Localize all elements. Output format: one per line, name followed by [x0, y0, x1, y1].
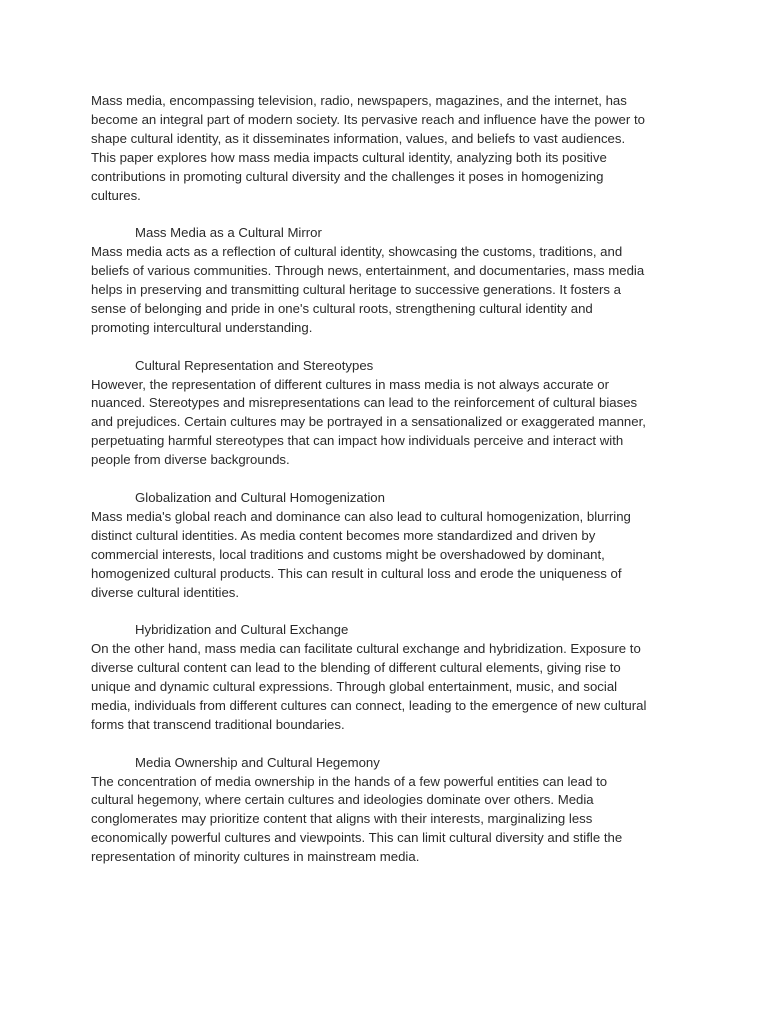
intro-line: become an integral part of modern society. Its pervasive reach and influence have the power to — [91, 111, 645, 127]
paragraph-line: unique and dynamic cultural expressions. Through global entertainment, music, and social — [91, 679, 618, 695]
section-cultural-mirror — [91, 224, 681, 337]
intro-line: Mass media, encompassing television, radio, newspapers, magazines, and the internet, has — [91, 93, 627, 108]
section-globalization-homogenization — [91, 489, 681, 602]
paragraph-line: distinct cultural identities. As media content becomes more standardized and driven by — [91, 527, 596, 543]
intro-line: This paper explores how mass media impacts cultural identity, analyzing both its positive — [91, 149, 607, 165]
paragraph-line: diverse cultural content can lead to the blending of different cultural elements, giving rise to — [91, 660, 621, 676]
intro-line: cultures. — [91, 187, 141, 203]
document-body — [91, 92, 681, 886]
section-hybridization-exchange — [91, 621, 681, 734]
paragraph-line: and prejudices. Certain cultures may be portrayed in a sensationalized or exaggerated manner, — [91, 414, 646, 430]
intro-line: contributions in promoting cultural diversity and the challenges it poses in homogenizing — [91, 168, 604, 184]
paragraph-line: Mass media's global reach and dominance can also lead to cultural homogenization, blurring — [91, 508, 631, 524]
section-heading: Globalization and Cultural Homogenization — [135, 489, 385, 505]
paragraph-line: beliefs of various communities. Through news, entertainment, and documentaries, mass media — [91, 263, 645, 279]
paragraph-line: helps in preserving and transmitting cultural heritage to successive generations. It fosters a — [91, 282, 621, 298]
paragraph-line: sense of belonging and pride in one's cultural roots, strengthening cultural identity and — [91, 300, 593, 316]
intro-line: shape cultural identity, as it disseminates information, values, and beliefs to vast audiences. — [91, 130, 626, 146]
section-heading: Mass Media as a Cultural Mirror — [135, 225, 322, 241]
paragraph-line: forms that transcend traditional boundaries. — [91, 716, 345, 732]
paragraph-line: The concentration of media ownership in the hands of a few powerful entities can lead to — [91, 773, 608, 789]
paragraph-line: economically powerful cultures and viewpoints. This can limit cultural diversity and stifle the — [91, 830, 623, 846]
section-heading: Cultural Representation and Stereotypes — [135, 357, 374, 373]
paragraph-line: perpetuating harmful stereotypes that can impact how individuals perceive and interact with — [91, 433, 624, 449]
paragraph-line: However, the representation of different cultures in mass media is not always accurate or — [91, 376, 609, 392]
paragraph-line: commercial interests, local traditions and customs might be overshadowed by dominant, — [91, 546, 605, 562]
paragraph-line: nuanced. Stereotypes and misrepresentations can lead to the reinforcement of cultural biases — [91, 395, 638, 411]
paragraph-line: conglomerates may prioritize content that aligns with their interests, marginalizing less — [91, 811, 593, 827]
intro-paragraph — [91, 92, 681, 205]
paragraph-line: media, individuals from different cultures can connect, leading to the emergence of new cultural — [91, 697, 647, 713]
section-ownership-hegemony — [91, 754, 681, 867]
section-heading: Media Ownership and Cultural Hegemony — [135, 754, 380, 770]
paragraph-line: Mass media acts as a reflection of cultural identity, showcasing the customs, traditions, and — [91, 244, 623, 260]
section-representation-stereotypes — [91, 357, 681, 470]
paragraph-line: cultural hegemony, where certain cultures and ideologies dominate over others. Media — [91, 792, 594, 808]
paragraph-line: On the other hand, mass media can facilitate cultural exchange and hybridization. Exposure to — [91, 641, 641, 657]
section-heading: Hybridization and Cultural Exchange — [135, 622, 349, 638]
paragraph-line: representation of minority cultures in mainstream media. — [91, 849, 420, 865]
paragraph-line: promoting intercultural understanding. — [91, 319, 313, 335]
paragraph-line: people from diverse backgrounds. — [91, 452, 290, 468]
paragraph-line: homogenized cultural products. This can result in cultural loss and erode the uniqueness of — [91, 565, 622, 581]
paragraph-line: diverse cultural identities. — [91, 584, 240, 600]
